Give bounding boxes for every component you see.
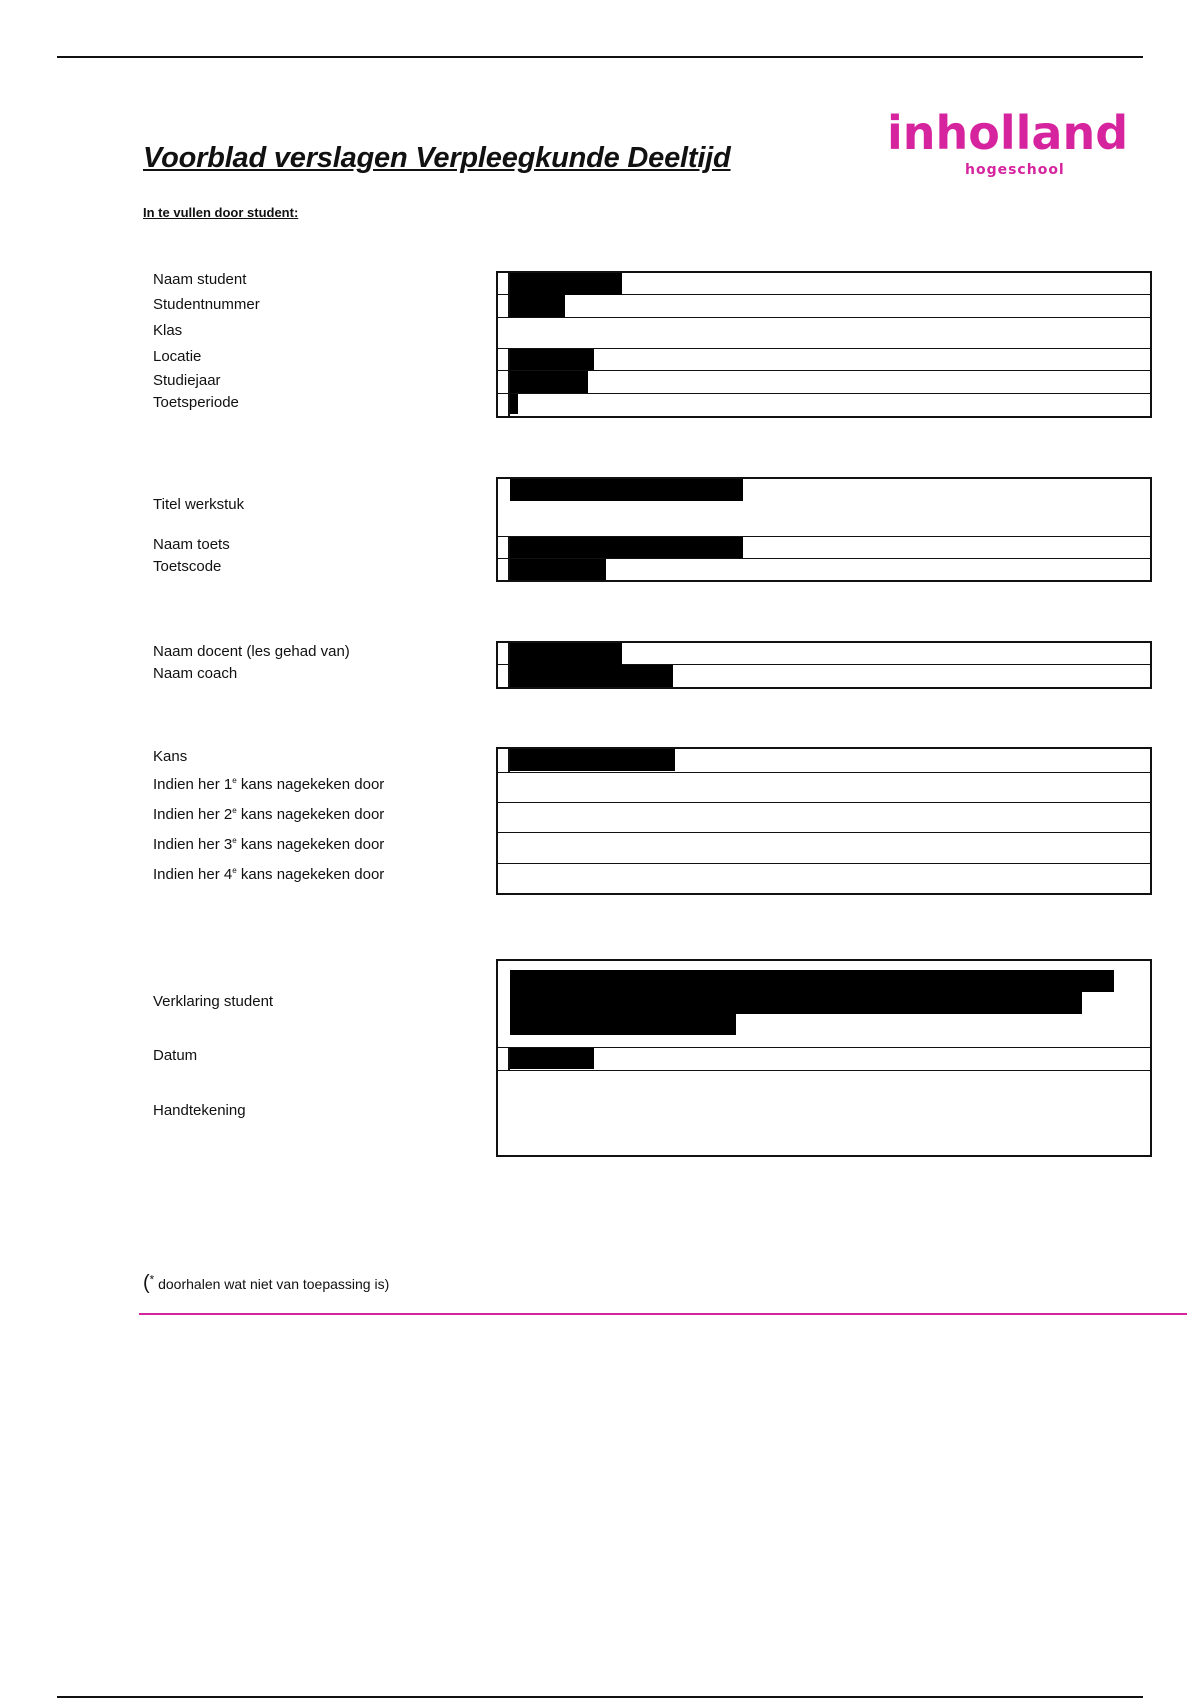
redaction [510, 349, 594, 370]
top-rule [57, 56, 1143, 58]
label-titel-werkstuk: Titel werkstuk [153, 496, 245, 513]
label-naam-coach: Naam coach [153, 665, 238, 682]
label-toetscode: Toetscode [153, 558, 222, 575]
pink-rule [139, 1313, 1187, 1315]
redaction [510, 537, 743, 558]
werkstuk-fields [496, 477, 1152, 582]
page-title: Voorblad verslagen Verpleegkunde Deeltijd [143, 142, 731, 174]
label-her-3: Indien her 3e kans nagekeken door [153, 836, 385, 853]
field-her-3[interactable] [498, 833, 1150, 864]
field-toetscode[interactable] [498, 559, 1150, 580]
redaction [510, 371, 588, 393]
redaction [510, 665, 673, 687]
redaction [510, 970, 1114, 992]
redaction [510, 273, 622, 295]
inholland-logo [887, 106, 1129, 180]
field-naam-coach[interactable] [498, 665, 1150, 687]
field-verklaring-student[interactable] [498, 961, 1150, 1048]
label-studiejaar: Studiejaar [153, 372, 221, 389]
verklaring-fields [496, 959, 1152, 1157]
redaction [510, 479, 743, 501]
logo-subtext: hogeschool [965, 162, 1065, 178]
field-klas[interactable] [498, 318, 1150, 349]
label-handtekening: Handtekening [153, 1102, 246, 1119]
footnote: (* doorhalen wat niet van toepassing is) [143, 1272, 390, 1294]
label-kans: Kans [153, 748, 188, 765]
label-her-4: Indien her 4e kans nagekeken door [153, 866, 385, 883]
field-titel-werkstuk[interactable] [498, 479, 1150, 537]
label-her-2: Indien her 2e kans nagekeken door [153, 806, 385, 823]
field-naam-docent[interactable] [498, 643, 1150, 665]
label-naam-toets: Naam toets [153, 536, 230, 553]
docent-fields [496, 641, 1152, 689]
student-info-fields [496, 271, 1152, 418]
label-naam-docent: Naam docent (les gehad van) [153, 643, 350, 660]
redaction [510, 559, 606, 580]
field-her-4[interactable] [498, 864, 1150, 893]
label-toetsperiode: Toetsperiode [153, 394, 239, 411]
redaction [510, 295, 565, 317]
field-locatie[interactable] [498, 349, 1150, 371]
logo-wordmark: inholland [887, 106, 1129, 160]
redaction [510, 1048, 594, 1069]
label-locatie: Locatie [153, 348, 202, 365]
field-studentnummer[interactable] [498, 295, 1150, 318]
redaction [510, 749, 675, 771]
redaction [510, 1014, 736, 1035]
field-toetsperiode[interactable] [498, 394, 1150, 416]
field-her-2[interactable] [498, 803, 1150, 833]
bottom-rule [57, 1696, 1143, 1698]
field-naam-student[interactable] [498, 273, 1150, 295]
field-datum[interactable] [498, 1048, 1150, 1071]
page-subtitle: In te vullen door student: [143, 205, 299, 220]
field-her-1[interactable] [498, 773, 1150, 803]
field-naam-toets[interactable] [498, 537, 1150, 559]
redaction [510, 992, 1082, 1014]
label-her-1: Indien her 1e kans nagekeken door [153, 776, 385, 793]
kans-fields [496, 747, 1152, 895]
label-naam-student: Naam student [153, 271, 247, 288]
label-verklaring-student: Verklaring student [153, 993, 274, 1010]
label-studentnummer: Studentnummer [153, 296, 260, 313]
field-handtekening[interactable] [498, 1071, 1150, 1155]
label-klas: Klas [153, 322, 183, 339]
redaction [510, 643, 622, 665]
field-studiejaar[interactable] [498, 371, 1150, 394]
label-datum: Datum [153, 1047, 198, 1064]
field-kans[interactable] [498, 749, 1150, 773]
redaction [510, 394, 518, 414]
